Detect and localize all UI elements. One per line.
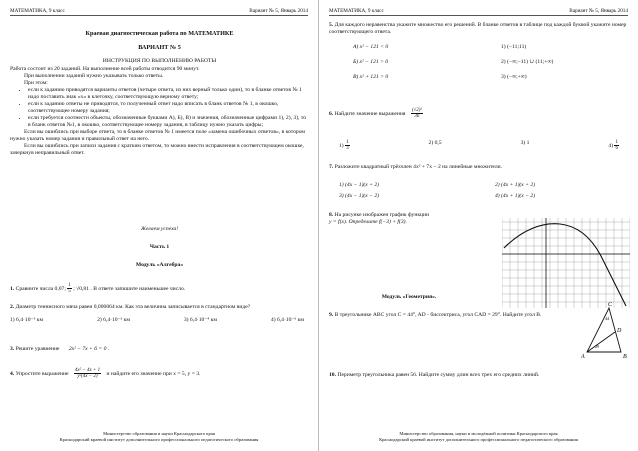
answer-label: 1) xyxy=(339,143,344,150)
inequality-a: А) x² − 121 < 0 xyxy=(353,44,389,50)
task-text: На рисунке изображен график функции xyxy=(334,212,430,218)
task-number: 1. xyxy=(10,286,15,293)
task-number: 10. xyxy=(329,372,336,378)
module-geometry-title: Модуль «Геометрия». xyxy=(381,294,437,300)
task-10 xyxy=(329,372,629,379)
angle-c-label: 44 xyxy=(605,316,609,321)
numerator: 4x² − 4x + 1 xyxy=(74,368,101,373)
task-text: В треугольнике ABC угол C = 44°, AD - биссектриса, угол CAD = 29°. Найдите угол B. xyxy=(334,312,542,318)
point-d-label: D xyxy=(617,328,622,334)
task-number: 3. xyxy=(10,346,15,352)
graph-grid xyxy=(502,218,630,308)
instructions-p2: При выполнении заданий нужно указывать только ответы. xyxy=(24,73,164,79)
triangle-abc xyxy=(587,308,621,352)
instructions-p1: Работа состоит из 20 заданий. На выполнение всей работы отводится 90 минут. xyxy=(10,66,200,72)
task-text: Решите уравнение xyxy=(15,346,60,352)
answer-option: 2) 0,5 xyxy=(428,140,442,146)
task-8 xyxy=(329,212,489,226)
task-text: Для каждого неравенства укажите множество его решений. В бланке ответов в таблице под каждой буквой укажите номер соответствующего ответа. xyxy=(329,22,627,35)
vertex-a-label: A xyxy=(581,354,585,360)
task-text: y = f(x). Определите f(−3) + f(3). xyxy=(329,219,407,225)
function-graph xyxy=(502,218,630,308)
footer-line: Министерство образования и науки Краснодарского края xyxy=(103,431,215,436)
fraction xyxy=(74,368,101,380)
denominator: 5 xyxy=(68,289,71,295)
task-number: 8. xyxy=(329,212,334,218)
instruction-bullet: • если к заданию приводятся варианты ответов (четыре ответа, из них верный только один), то в бланке ответов № 1 надо поставить знак «х» в клеточку, соответствующую верному ответу; xyxy=(28,87,310,101)
task-number: 2. xyxy=(10,304,15,310)
right-page xyxy=(319,0,638,451)
interval-1: 1) (−11;11) xyxy=(501,44,527,50)
denominator: 3 xyxy=(346,146,349,152)
footer-line: Краснодарский краевой институт дополнительного профессионального педагогического образования xyxy=(59,437,259,442)
numerator: 1 xyxy=(346,140,349,145)
interval-3: 3) (−∞;+∞) xyxy=(501,74,527,80)
header-variant: Вариант № 5, Январь 2014 xyxy=(569,8,628,14)
triangle-figure xyxy=(569,300,631,362)
good-luck: Желаем успеха! xyxy=(140,226,179,232)
variant-title: ВАРИАНТ № 5 xyxy=(138,44,181,51)
task-1 xyxy=(10,283,310,295)
answer-option xyxy=(339,140,350,152)
footer-line: Министерство образования, науки и молодёжной политики Краснодарского края xyxy=(399,431,558,436)
header-variant: Вариант № 5, Январь 2014 xyxy=(249,8,308,14)
left-header xyxy=(10,8,308,16)
factor-option-2: 2) (4x + 1)(x + 2) xyxy=(495,182,536,188)
denominator: 6 xyxy=(615,146,618,152)
instructions-body xyxy=(10,66,310,157)
task-number: 4. xyxy=(10,371,15,378)
instruction-bullet: • если требуется соотнести объекты, обозначенные буквами А), Б), В) и значения, обозначенные цифрами 1), 2), 3), то в бланк ответов №1, в окошко, соответствующее номеру задания, в таблицу нужно указать цифры; xyxy=(28,115,310,129)
answer-label: 4) xyxy=(608,143,614,150)
bisector-ad xyxy=(587,332,615,352)
task-text: Разложите квадратный трёхчлен 4x² + 7x − 2 на линейные множители. xyxy=(334,164,503,170)
factor-option-3: 3) (4x − 1)(x − 2) xyxy=(339,193,380,199)
instructions-title: ИНСТРУКЦИЯ ПО ВЫПОЛНЕНИЮ РАБОТЫ xyxy=(102,58,217,64)
answer-option: 3) 6,4·10⁻⁴ км xyxy=(183,317,217,323)
instruction-bullet: • если к заданию ответы не приводятся, то полученный ответ надо вписать в бланк ответов № 1, в окошко, соответствующее номеру задания; xyxy=(28,101,310,115)
task-6 xyxy=(329,108,629,120)
factor-option-4: 4) (4x + 1)(x − 2) xyxy=(495,193,536,199)
interval-2: 2) (−∞;−11) ∪ (11;+∞) xyxy=(501,59,554,65)
task-text: Найдите значение выражения xyxy=(334,111,406,118)
instructions-p4: Если вы ошиблись при выборе ответа, то в бланке ответов № 1 имеется поле «замена ошибочных ответов», в котором нужно указать номер задания и правильный ответ на него. xyxy=(10,129,305,142)
answer-option: 3) 1 xyxy=(520,140,530,146)
task-2 xyxy=(10,304,310,324)
task-7 xyxy=(329,164,629,171)
task-text: Диаметр теннисного мяча равен 0,000064 км. Как эта величина записывается в стандартном виде? xyxy=(15,304,251,310)
vertex-b-label: B xyxy=(623,354,627,360)
right-footer xyxy=(329,431,628,443)
vertex-c-label: C xyxy=(608,302,613,308)
task-6-answers xyxy=(339,140,619,152)
inequality-b: Б) x² − 121 > 0 xyxy=(353,59,389,65)
task-3 xyxy=(10,346,310,353)
function-curve xyxy=(504,224,626,306)
header-subject: МАТЕМАТИКА, 9 класс xyxy=(10,8,65,14)
module-algebra-title: Модуль «Алгебра» xyxy=(135,262,184,268)
angle-a-label: 29 xyxy=(595,344,599,349)
task-4 xyxy=(10,368,310,380)
answer-options xyxy=(10,317,310,324)
task-number: 9. xyxy=(329,312,334,318)
right-header xyxy=(329,8,628,16)
factor-option-1: 1) (4x − 1)(x + 2) xyxy=(339,182,380,188)
fraction xyxy=(411,108,423,120)
answer-option: 4) 6,4·10⁻⁶ км xyxy=(270,317,304,323)
instructions-p3: При этом: xyxy=(24,80,48,86)
fraction xyxy=(67,283,72,295)
instructions-p5: Если вы ошиблись при записи задания с кратким ответом, то можно внести исправления в соответствующем окошке, зачеркнув неправильный ответ. xyxy=(10,143,304,156)
instructions-list xyxy=(10,87,310,129)
answer-option xyxy=(608,140,619,152)
task-9 xyxy=(329,312,561,319)
task-number: 5. xyxy=(329,22,334,28)
footer-line: Краснодарский краевой институт дополнительного профессионального педагогического образования xyxy=(379,437,578,442)
part-title: Часть 1 xyxy=(149,244,170,250)
denominator: 36 xyxy=(414,114,420,120)
fraction xyxy=(345,140,350,152)
inequality-c: В) x² + 121 > 0 xyxy=(353,74,389,80)
numerator: 1 xyxy=(615,140,618,145)
left-footer xyxy=(10,431,308,443)
answer-option: 1) 6,4·10⁻⁵ км xyxy=(10,317,44,323)
work-title: Краевая диагностическая работа по МАТЕМАТИКЕ xyxy=(85,30,234,37)
task-number: 6. xyxy=(329,111,334,118)
task-5 xyxy=(329,22,629,36)
fraction xyxy=(614,140,619,152)
task-number: 7. xyxy=(329,164,334,170)
task-text: и найдите его значение при x = 5, y = 3. xyxy=(106,371,201,378)
task-text: Периметр треугольника равен 56. Найдите сумму длин всех трех его средних линий. xyxy=(337,372,540,378)
equation: 2x² − 7x + 6 = 0 . xyxy=(68,346,110,352)
task-text: Упростите выражение xyxy=(15,371,69,378)
header-subject: МАТЕМАТИКА, 9 класс xyxy=(329,8,384,14)
task-text: Сравните числа 0,07; xyxy=(15,286,66,293)
task-text: ; √0,81 . В ответе запишите наименьшее число. xyxy=(73,286,186,293)
numerator: 1 xyxy=(68,283,71,288)
answer-option: 2) 6,4·10⁻³ км xyxy=(97,317,130,323)
numerator: (√2)² xyxy=(411,108,422,113)
denominator: y²(4x − 2) xyxy=(77,374,98,380)
